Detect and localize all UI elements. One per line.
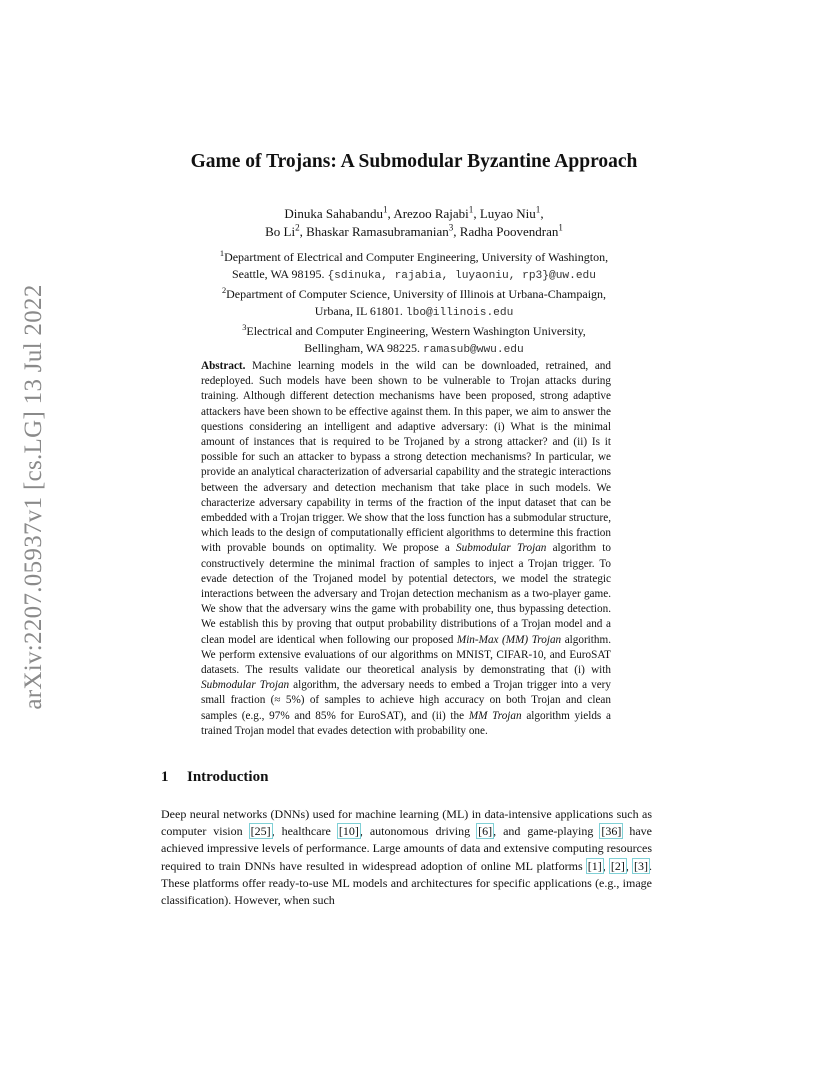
email-wwu[interactable]: ramasub@wwu.edu: [423, 344, 524, 357]
author-affil-mark: 1: [558, 222, 563, 233]
citation-link[interactable]: [36]: [601, 824, 622, 839]
author-name: Arezoo Rajabi: [393, 206, 469, 221]
author-name: Bhaskar Ramasubramanian: [306, 224, 449, 239]
author-affil-mark: 3: [448, 222, 454, 233]
affiliation-1-line-2: Seattle, WA 98195. {sdinuka, rajabia, luyaoniu, rp3}@uw.edu: [232, 267, 596, 283]
citation-link[interactable]: [10]: [338, 824, 359, 839]
intro-paragraph: Deep neural networks (DNNs) used for machine learning (ML) in data-intensive applications such as computer vision [25], healthcare [10], autonomous driving [6], and game-playing [36] have achieved impressive levels of performance. Large amounts of data and extensive computing resources required to train DNNs have resulted in widespread adoption of online ML platforms [1], [2], [3]. These platforms offer ready-to-use ML models and architectures for specific applications (e.g., image classification). However, when such: [161, 807, 653, 908]
citation-link[interactable]: [6]: [478, 824, 493, 839]
author-affil-mark: 1: [535, 204, 541, 215]
algorithm-name: Submodular Trojan: [456, 542, 547, 555]
email-uw[interactable]: {sdinuka, rajabia, luyaoniu, rp3}@uw.edu: [327, 270, 596, 283]
section-number: 1: [161, 769, 169, 785]
citation-link[interactable]: [1]: [587, 858, 602, 873]
author-line-2: Bo Li$^2$, Bhaskar Ramasubramanian$^3$, Radha Poovendran$^1$: [265, 222, 563, 239]
affiliation-1-line-1: $^1$Department of Electrical and Computer Engineering, University of Washington,: [219, 249, 609, 264]
abstract: Abstract. Machine learning models in the wild can be downloaded, retrained, and redeployed. Such models have been shown to be vulnerable to Trojan attacks during training. Although different detection mechanisms have been proposed, strong adaptive attackers have been shown to be effective against them. In this paper, we aim to answer the questions considering an intelligent and adaptive adversary: (i) What is the minimal amount of instances that is required to be Trojaned by a strong attacker? and (ii) Is it possible for such an attacker to bypass a strong detection mechanisms? In particular, we provide an analytical characterization of adversarial capability and the strategic interactions between the adversary and detection mechanism that take place in such models. We characterize adversary capability in terms of the fraction of the input dataset that can be embedded with a Trojan trigger. We show that the loss function has a submodular structure, which leads to the design of computationally efficient algorithms to determine this fraction with provable bounds on optimality. We propose a Submodular Trojan algorithm to constructively determine the minimal fraction of samples to inject a Trojan trigger. To evade detection of the Trojaned model by potential detectors, we model the strategic interactions between the adversary and Trojan detection mechanism as a two-player game. We show that the adversary wins the game with probability one, thus bypassing detection. We establish this by proving that output probability distributions of a Trojan model and a clean model are identical when following our proposed Min-Max (MM) Trojan algorithm. We perform extensive evaluations of our algorithms on MNIST, CIFAR-10, and EuroSAT datasets. The results validate our theoretical analysis by demonstrating that (i) with Submodular Trojan algorithm, the adversary needs to embed a Trojan trigger into a very small fraction (≈ 5%) of samples to achieve high accuracy on both Trojan and clean samples (e.g., 97% and 85% for EuroSAT), and (ii) the MM Trojan algorithm yields a trained Trojan model that evades detection with probability one.: [201, 360, 612, 737]
section-title: Introduction: [187, 769, 269, 785]
author-line-1: Dinuka Sahabandu$^1$, Arezoo Rajabi$^1$, Luyao Niu$^1$,: [284, 204, 544, 221]
author-name: Bo Li: [265, 224, 296, 239]
arxiv-id: arXiv:2207.05937v1 [cs.LG] 13 Jul 2022: [20, 284, 47, 710]
section-heading: [161, 769, 268, 786]
citation-link[interactable]: [2]: [610, 858, 625, 873]
citation-link[interactable]: [25]: [250, 824, 271, 839]
email-illinois[interactable]: lbo@illinois.edu: [405, 307, 514, 320]
author-name: Dinuka Sahabandu: [284, 206, 383, 221]
algorithm-name: Min-Max (MM) Trojan: [456, 633, 562, 646]
citation-link[interactable]: [3]: [634, 858, 648, 873]
paper-title: Game of Trojans: A Submodular Byzantine Approach: [190, 151, 638, 172]
affiliation-2-line-2: Urbana, IL 61801. lbo@illinois.edu: [314, 304, 514, 320]
affiliation-2-line-1: $^2$Department of Computer Science, University of Illinois at Urbana-Champaign,: [221, 285, 607, 301]
affiliation-3-line-1: $^3$Electrical and Computer Engineering, Western Washington University,: [242, 322, 586, 338]
author-affil-mark: 2: [295, 222, 300, 233]
algorithm-name: MM Trojan: [468, 709, 522, 722]
author-affil-mark: 1: [468, 204, 474, 215]
author-affil-mark: 1: [382, 204, 388, 215]
affiliation-3-line-2: Bellingham, WA 98225. ramasub@wwu.edu: [304, 341, 524, 357]
algorithm-name: Submodular Trojan: [201, 679, 290, 692]
author-name: Radha Poovendran: [459, 224, 559, 239]
author-name: Luyao Niu: [479, 206, 536, 221]
abstract-label: Abstract.: [201, 360, 246, 372]
author-list: [0, 205, 828, 241]
affiliations: [0, 249, 828, 359]
